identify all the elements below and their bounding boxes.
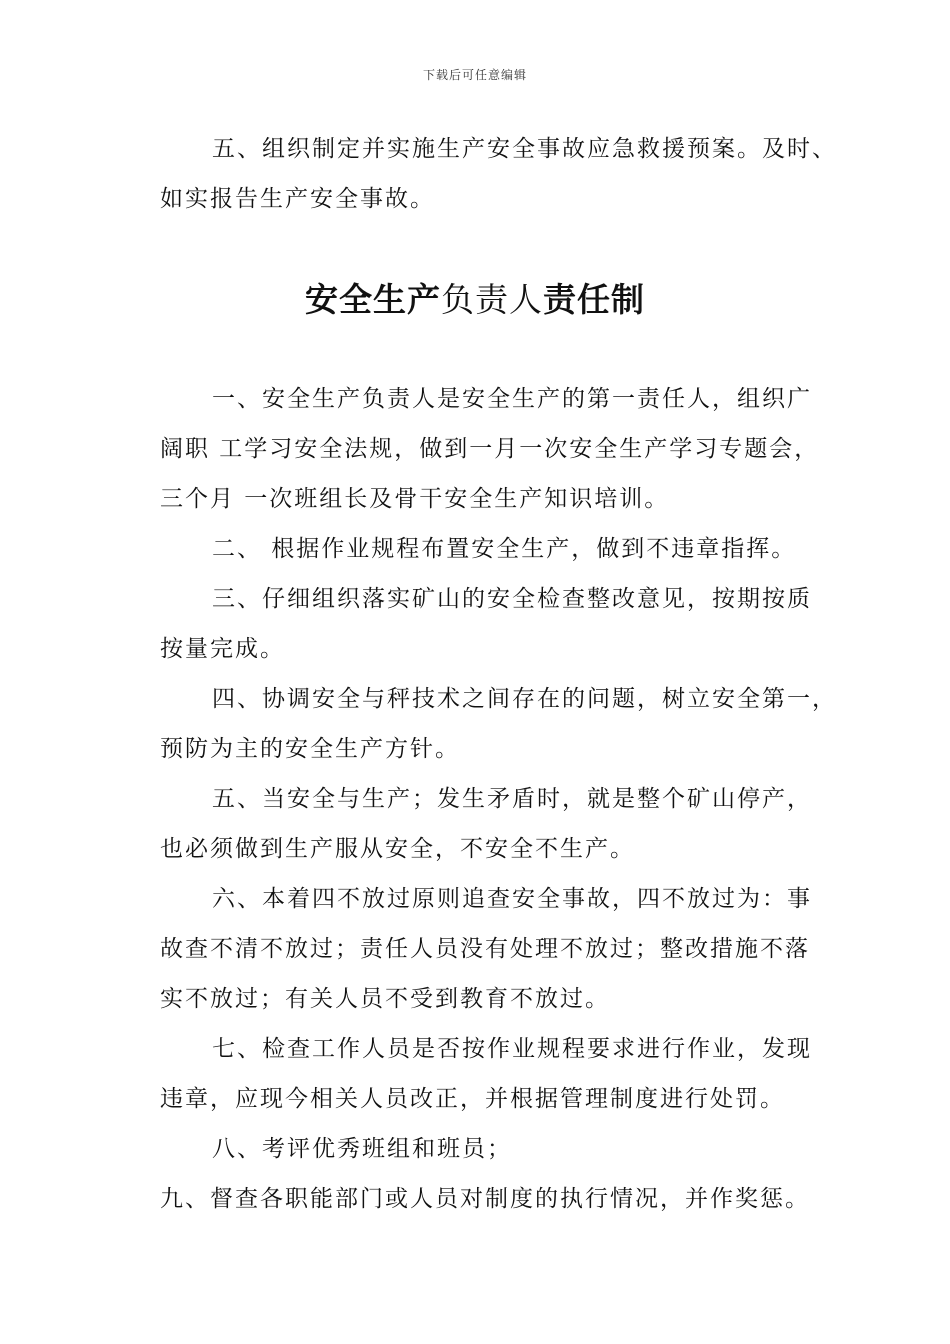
paragraph-line: 违章，应现今相关人员改正，并根据管理制度进行处罚。 bbox=[160, 1086, 785, 1112]
paragraph-line: 二、 根据作业规程布置安全生产，做到不违章指挥。 bbox=[212, 536, 797, 562]
paragraph-line: 也必须做到生产服从安全，不安全不生产。 bbox=[160, 836, 635, 862]
paragraph-line: 按量完成。 bbox=[160, 636, 285, 662]
paragraph-line: 五、当安全与生产；发生矛盾时，就是整个矿山停产， bbox=[212, 786, 812, 812]
intro-line-2: 如实报告生产安全事故。 bbox=[160, 186, 435, 212]
paragraph-line: 四、协调安全与秤技术之间存在的问题，树立安全第一， bbox=[212, 686, 837, 712]
section-title bbox=[0, 280, 950, 320]
paragraph-line: 九、督查各职能部门或人员对制度的执行情况，并作奖惩。 bbox=[160, 1186, 810, 1212]
section-title-part-2: 负责人 bbox=[441, 280, 543, 319]
paragraph-line: 八、考评优秀班组和班员； bbox=[212, 1136, 512, 1162]
section-title-part-1: 安全生产 bbox=[305, 280, 441, 319]
header-note: 下载后可任意编辑 bbox=[422, 68, 527, 82]
paragraph-line: 故查不清不放过；责任人员没有处理不放过；整改措施不落 bbox=[160, 936, 810, 962]
paragraph-line: 三、仔细组织落实矿山的安全检查整改意见，按期按质 bbox=[212, 586, 812, 612]
section-title-part-3: 责任制 bbox=[543, 280, 645, 319]
paragraph-line: 实不放过；有关人员不受到教育不放过。 bbox=[160, 986, 610, 1012]
intro-line-1: 五、组织制定并实施生产安全事故应急救援预案。及时、 bbox=[212, 136, 837, 162]
paragraph-line: 阔职 工学习安全法规，做到一月一次安全生产学习专题会， bbox=[160, 436, 820, 462]
paragraph-line: 预防为主的安全生产方针。 bbox=[160, 736, 460, 762]
paragraph-line: 七、检查工作人员是否按作业规程要求进行作业，发现 bbox=[212, 1036, 812, 1062]
paragraph-line: 一、安全生产负责人是安全生产的第一责任人，组织广 bbox=[212, 386, 812, 412]
paragraph-line: 三个月 一次班组长及骨干安全生产知识培训。 bbox=[160, 486, 670, 512]
paragraph-line: 六、本着四不放过原则追查安全事故，四不放过为：事 bbox=[212, 886, 812, 912]
